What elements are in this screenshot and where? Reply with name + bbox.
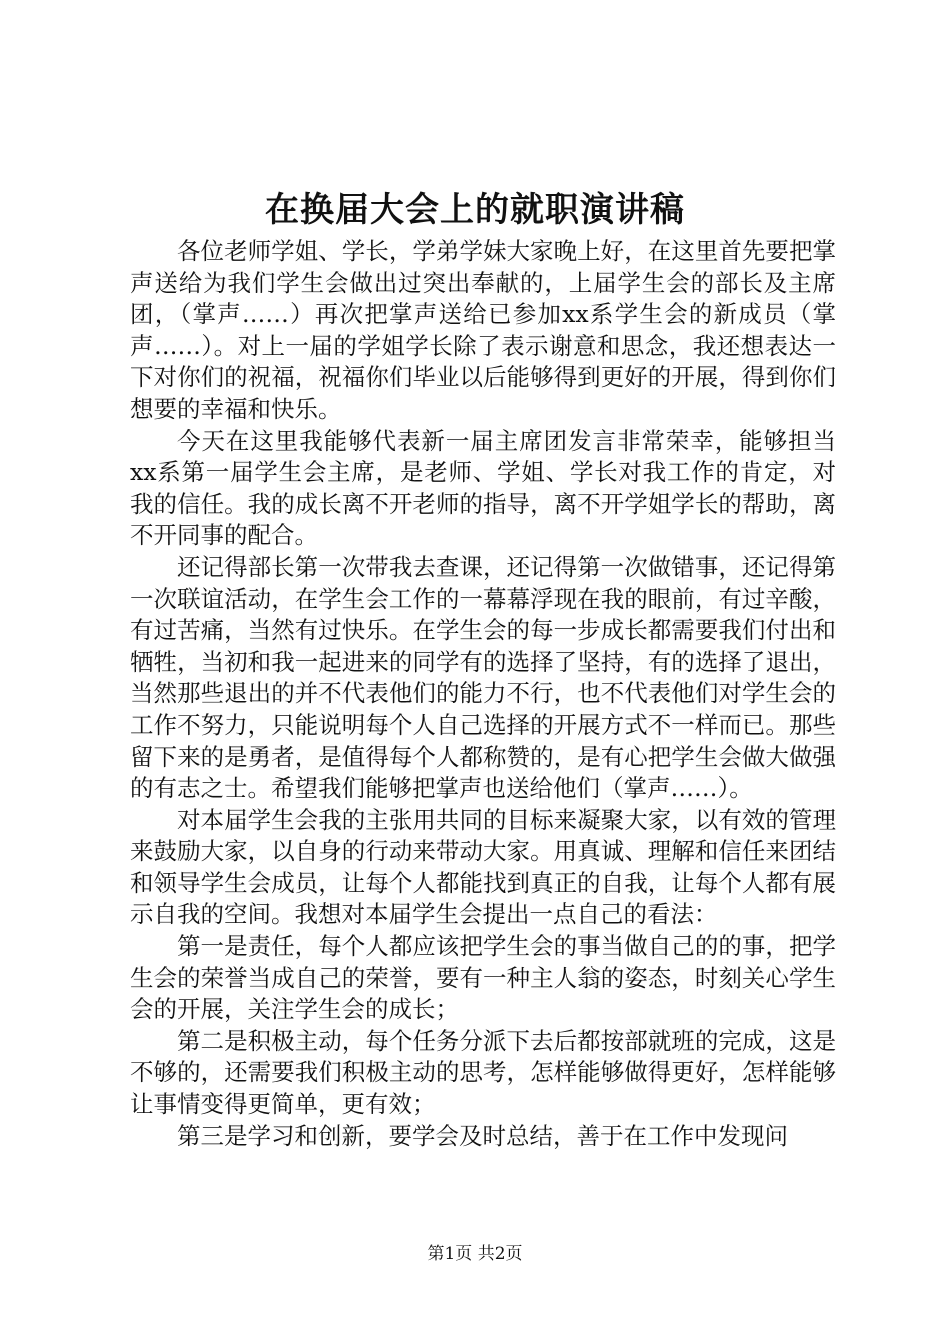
paragraph-point-learning: 第三是学习和创新，要学会及时总结，善于在工作中发现问 [177, 1121, 788, 1150]
paragraph-point-initiative: 第二是积极主动，每个任务分派下去后都按部就班的完成，这是不够的，还需要我们积极主动的思考，怎样能够做得更好，怎样能够让事情变得更简单，更有效； [130, 1026, 836, 1119]
paragraph-point-responsibility: 第一是责任，每个人都应该把学生会的事当做自己的的事，把学生会的荣誉当成自己的荣誉，要有一种主人翁的姿态，时刻关心学生会的开展，关注学生会的成长； [130, 932, 836, 1024]
page-number-footer: 第1页 共2页 [427, 1244, 523, 1264]
paragraph-memories: 还记得部长第一次带我去查课，还记得第一次做错事，还记得第一次联谊活动，在学生会工作的一幕幕浮现在我的眼前，有过辛酸，有过苦痛，当然有过快乐。在学生会的每一步成长都需要我们付出和牺牲，当初和我一起进来的同学有的选择了坚持，有的选择了退出，当然那些退出的并不代表他们的能力不行，也不代表他们对学生会的工作不努力，只能说明每个人自己选择的开展方式不一样而已。那些留下来的是勇者，是值得每个人都称赞的，是有心把学生会做大做强的有志之士。希望我们能够把掌声也送给他们（掌声……）。 [130, 552, 836, 803]
paragraph-proposal: 对本届学生会我的主张用共同的目标来凝聚大家，以有效的管理来鼓励大家，以自身的行动来带动大家。用真诚、理解和信任来团结和领导学生会成员，让每个人都能找到真正的自我，让每个人都有展示自我的空间。我想对本届学生会提出一点自己的看法： [130, 805, 836, 929]
document-body [130, 236, 836, 1152]
paragraph-greeting: 各位老师学姐、学长，学弟学妹大家晚上好，在这里首先要把掌声送给为我们学生会做出过突出奉献的，上届学生会的部长及主席团，（掌声……）再次把掌声送给已参加xx系学生会的新成员（掌声……）。对上一届的学姐学长除了表示谢意和思念，我还想表达一下对你们的祝福，祝福你们毕业以后能够得到更好的开展，得到你们想要的幸福和快乐。 [130, 237, 836, 423]
paragraph-honor: 今天在这里我能够代表新一届主席团发言非常荣幸，能够担当xx系第一届学生会主席，是老师、学姐、学长对我工作的肯定，对我的信任。我的成长离不开老师的指导，离不开学姐学长的帮助，离不开同事的配合。 [130, 426, 836, 550]
document-title: 在换届大会上的就职演讲稿 [265, 190, 685, 230]
